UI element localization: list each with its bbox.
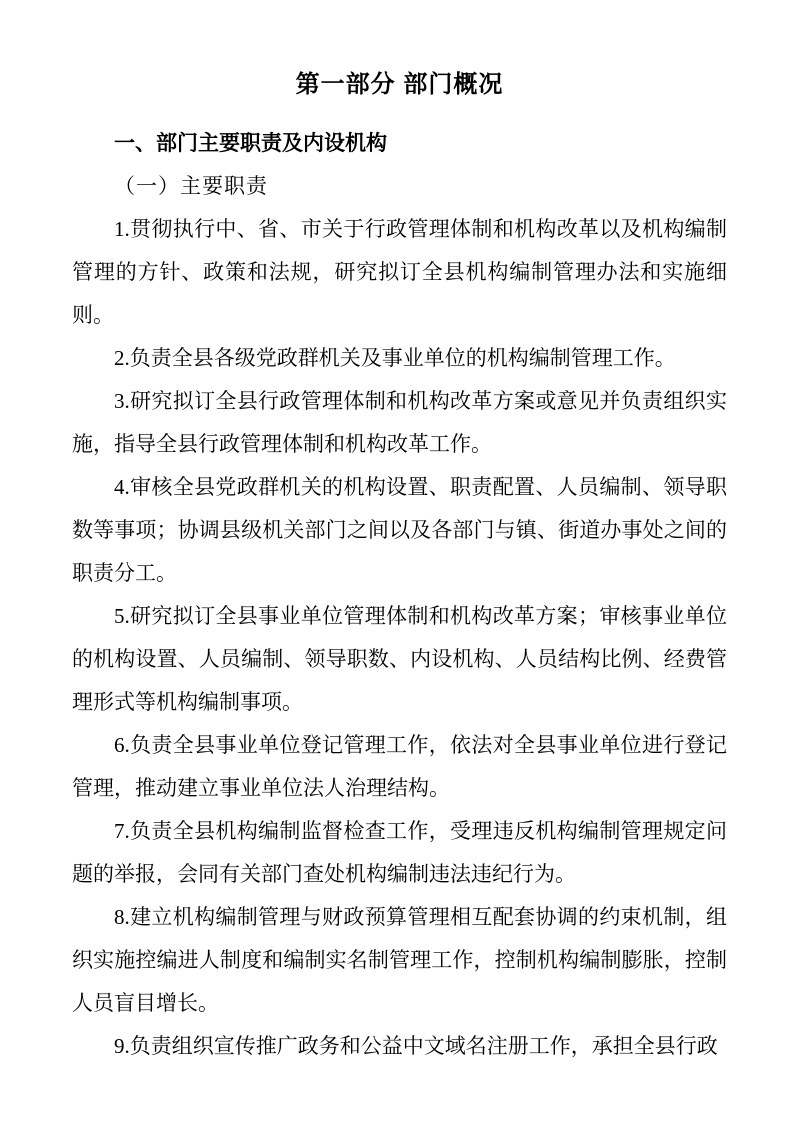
body-paragraph: 6.负责全县事业单位登记管理工作，依法对全县事业单位进行登记管理，推动建立事业单位法人治理结构。 [72, 733, 727, 800]
body-paragraph: 2.负责全县各级党政群机关及事业单位的机构编制管理工作。 [114, 346, 676, 370]
body-paragraph: 8.建立机构编制管理与财政预算管理相互配套协调的约束机制，组织实施控编进人制度和编制实名制管理工作，控制机构编制膨胀，控制人员盲目增长。 [72, 905, 727, 1015]
body-paragraph: 3.研究拟订全县行政管理体制和机构改革方案或意见并负责组织实施，指导全县行政管理体制和机构改革工作。 [72, 389, 727, 456]
body-paragraph: 4.审核全县党政群机关的机构设置、职责配置、人员编制、领导职数等事项；协调县级机关部门之间以及各部门与镇、街道办事处之间的职责分工。 [72, 475, 727, 585]
body-paragraph: 5.研究拟订全县事业单位管理体制和机构改革方案；审核事业单位的机构设置、人员编制、领导职数、内设机构、人员结构比例、经费管理形式等机构编制事项。 [72, 604, 727, 714]
body-paragraph: 7.负责全县机构编制监督检查工作，受理违反机构编制管理规定问题的举报，会同有关部门查处机构编制违法违纪行为。 [72, 819, 727, 886]
body-paragraph: 1.贯彻执行中、省、市关于行政管理体制和机构改革以及机构编制管理的方针、政策和法规，研究拟订全县机构编制管理办法和实施细则。 [72, 217, 727, 327]
section-heading: 一、部门主要职责及内设机构 [114, 132, 387, 155]
document-title: 第一部分 部门概况 [295, 71, 504, 98]
body-paragraph: 9.负责组织宣传推广政务和公益中文域名注册工作，承担全县行政 [114, 1034, 718, 1058]
paragraph-list [72, 208, 727, 1068]
subsection-heading: （一）主要职责 [114, 174, 268, 198]
